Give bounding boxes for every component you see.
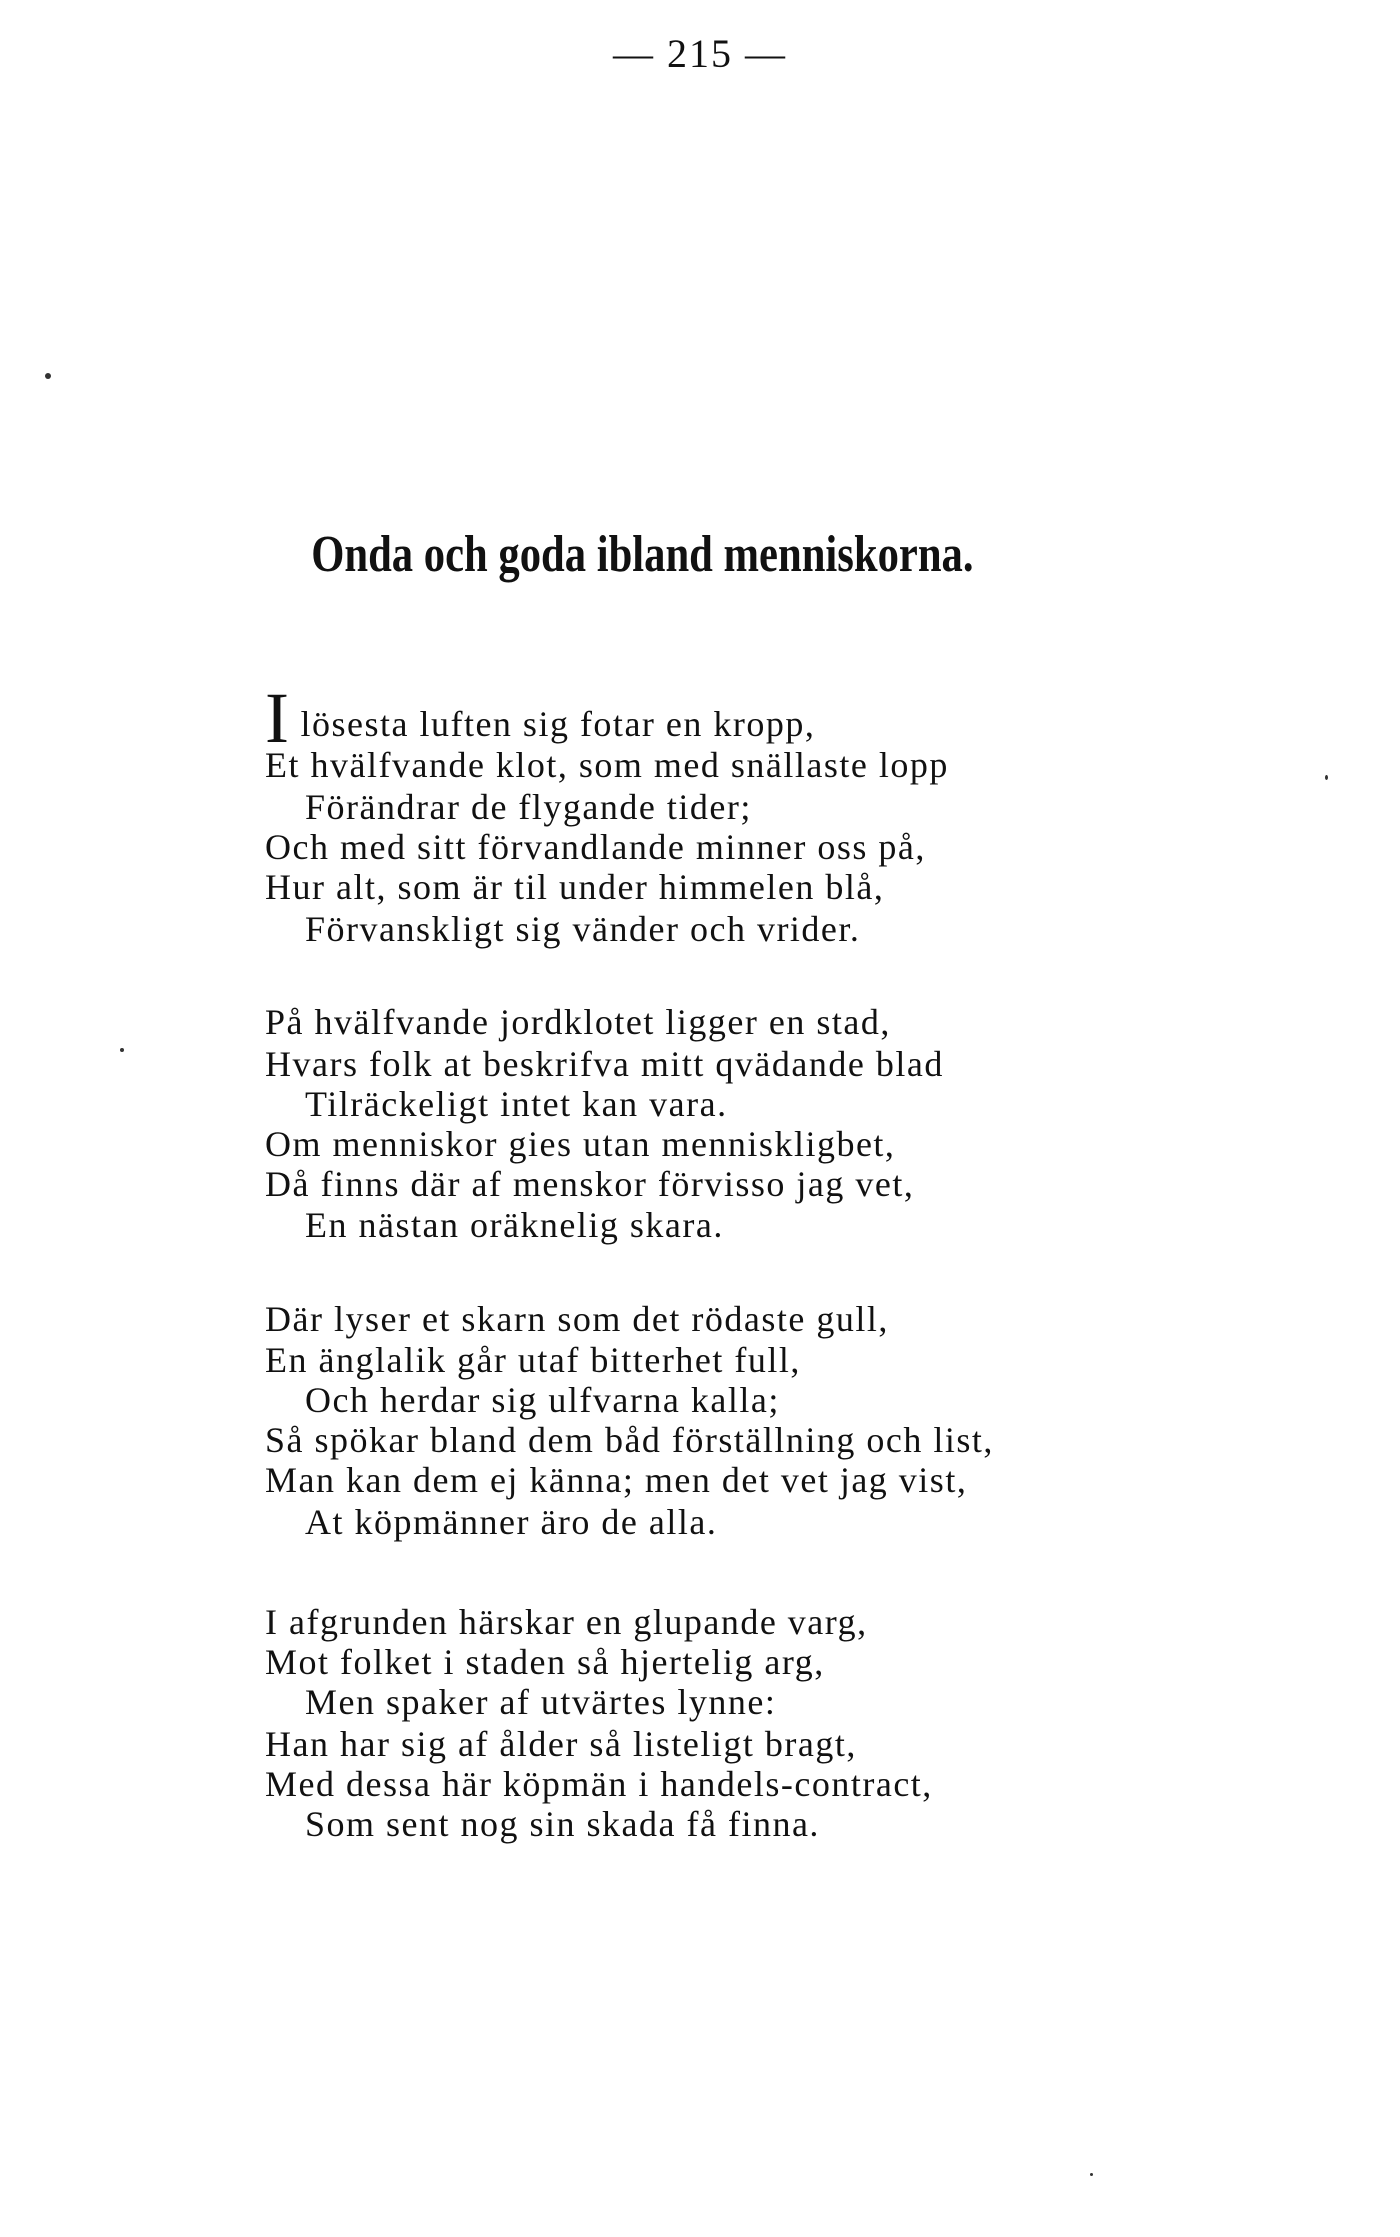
poem-line (265, 678, 816, 758)
poem-line: Man kan dem ej känna; men det vet jag vist, (265, 1460, 968, 1500)
poem-line: Med dessa här köpmän i handels-contract, (265, 1764, 933, 1804)
poem-line: Då finns där af menskor förvisso jag vet, (265, 1164, 915, 1204)
drop-cap: I (265, 678, 291, 758)
poem-line: Förändrar de flygande tider; (305, 787, 752, 827)
poem-line: Så spökar bland dem båd förställning och list, (265, 1420, 994, 1460)
poem-line: Hvars folk at beskrifva mitt qvädande blad (265, 1044, 944, 1084)
poem-line: Mot folket i staden så hjertelig arg, (265, 1642, 825, 1682)
poem-title: Onda och goda ibland menniskorna. (311, 526, 974, 583)
poem-line: Förvanskligt sig vänder och vrider. (305, 909, 861, 949)
poem-line: I afgrunden härskar en glupande varg, (265, 1602, 868, 1642)
poem-line: Om menniskor gies utan menniskligbet, (265, 1124, 896, 1164)
line-text: lösesta luften sig fotar en kropp, (300, 704, 816, 744)
poem-line: På hvälfvande jordklotet ligger en stad, (265, 1002, 891, 1042)
poem-line: En nästan oräknelig skara. (305, 1205, 724, 1245)
poem-line: Där lyser et skarn som det rödaste gull, (265, 1299, 889, 1339)
scan-speck (45, 373, 51, 379)
scan-speck (120, 1048, 124, 1052)
poem-line: Hur alt, som är til under himmelen blå, (265, 867, 885, 907)
scan-speck (1090, 2173, 1093, 2176)
poem-line: Som sent nog sin skada få finna. (305, 1804, 820, 1844)
poem-line: Et hvälfvande klot, som med snällaste lopp (265, 745, 949, 785)
poem-line: At köpmänner äro de alla. (305, 1502, 718, 1542)
poem-line: En änglalik går utaf bitterhet full, (265, 1340, 801, 1380)
poem-line: Men spaker af utvärtes lynne: (305, 1682, 777, 1722)
scan-speck (1325, 775, 1328, 780)
poem-line: Han har sig af ålder så listeligt bragt, (265, 1724, 857, 1764)
poem-line: Tilräckeligt intet kan vara. (305, 1084, 728, 1124)
page-number: — 215 — (613, 31, 787, 76)
poem-line: Och herdar sig ulfvarna kalla; (305, 1380, 780, 1420)
poem-line: Och med sitt förvandlande minner oss på, (265, 827, 926, 867)
